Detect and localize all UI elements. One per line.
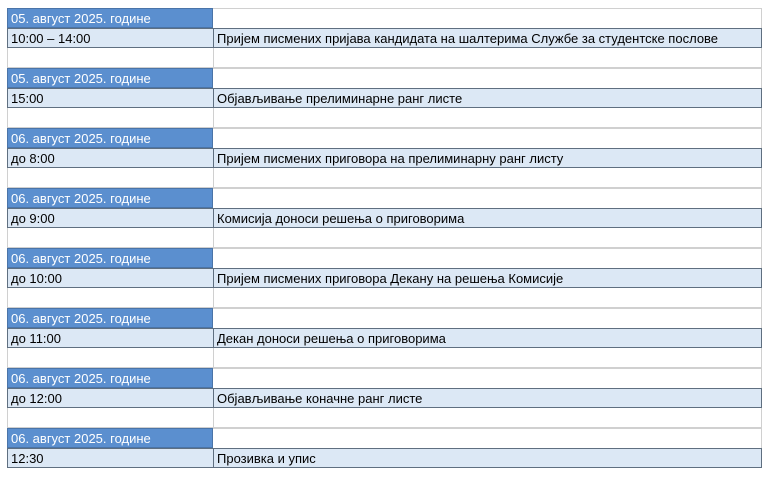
activity-cell: Пријем писмених приговора на прелиминарну ранг листу [213,148,762,168]
empty-cell [213,248,762,268]
time-cell: до 12:00 [7,388,213,408]
empty-cell [213,188,762,208]
empty-cell [7,168,213,188]
spacer-row [7,168,762,188]
date-header-row [7,248,762,268]
date-header-row [7,128,762,148]
date-header-row [7,368,762,388]
spacer-row [7,348,762,368]
activity-cell: Пријем писмених приговора Декану на решења Комисије [213,268,762,288]
date-header-row [7,68,762,88]
schedule-block [7,428,762,468]
empty-cell [213,8,762,28]
event-row [7,208,762,228]
date-header-row [7,188,762,208]
empty-cell [7,228,213,248]
empty-cell [213,368,762,388]
event-row [7,88,762,108]
activity-cell: Прозивка и упис [213,448,762,468]
date-cell: 06. август 2025. године [7,188,213,208]
empty-cell [7,48,213,68]
time-cell: до 9:00 [7,208,213,228]
time-cell: 10:00 – 14:00 [7,28,213,48]
date-header-row [7,308,762,328]
empty-cell [213,48,762,68]
spacer-row [7,228,762,248]
schedule-block [7,68,762,128]
empty-cell [213,128,762,148]
date-header-row [7,428,762,448]
date-cell: 06. август 2025. године [7,128,213,148]
schedule-block [7,368,762,428]
schedule-block [7,308,762,368]
time-cell: до 11:00 [7,328,213,348]
schedule-table [7,8,762,468]
event-row [7,28,762,48]
time-cell: 12:30 [7,448,213,468]
empty-cell [213,228,762,248]
date-cell: 06. август 2025. године [7,248,213,268]
schedule-block [7,248,762,308]
empty-cell [213,68,762,88]
schedule-block [7,128,762,188]
activity-cell: Објављивање прелиминарне ранг листе [213,88,762,108]
spacer-row [7,108,762,128]
empty-cell [213,308,762,328]
spacer-row [7,48,762,68]
empty-cell [213,108,762,128]
schedule-block [7,188,762,248]
empty-cell [213,288,762,308]
spacer-row [7,408,762,428]
empty-cell [7,108,213,128]
empty-cell [213,168,762,188]
empty-cell [213,408,762,428]
time-cell: до 8:00 [7,148,213,168]
empty-cell [7,348,213,368]
event-row [7,328,762,348]
date-cell: 06. август 2025. године [7,308,213,328]
date-cell: 06. август 2025. године [7,368,213,388]
spacer-row [7,288,762,308]
schedule-block [7,8,762,68]
event-row [7,388,762,408]
empty-cell [7,408,213,428]
date-header-row [7,8,762,28]
date-cell: 05. август 2025. године [7,68,213,88]
event-row [7,268,762,288]
activity-cell: Пријем писмених пријава кандидата на шалтерима Службе за студентске послове [213,28,762,48]
time-cell: 15:00 [7,88,213,108]
date-cell: 05. август 2025. године [7,8,213,28]
activity-cell: Декан доноси решења о приговорима [213,328,762,348]
empty-cell [213,348,762,368]
activity-cell: Објављивање коначне ранг листе [213,388,762,408]
activity-cell: Комисија доноси решења о приговорима [213,208,762,228]
empty-cell [213,428,762,448]
event-row [7,448,762,468]
event-row [7,148,762,168]
empty-cell [7,288,213,308]
time-cell: до 10:00 [7,268,213,288]
date-cell: 06. август 2025. године [7,428,213,448]
